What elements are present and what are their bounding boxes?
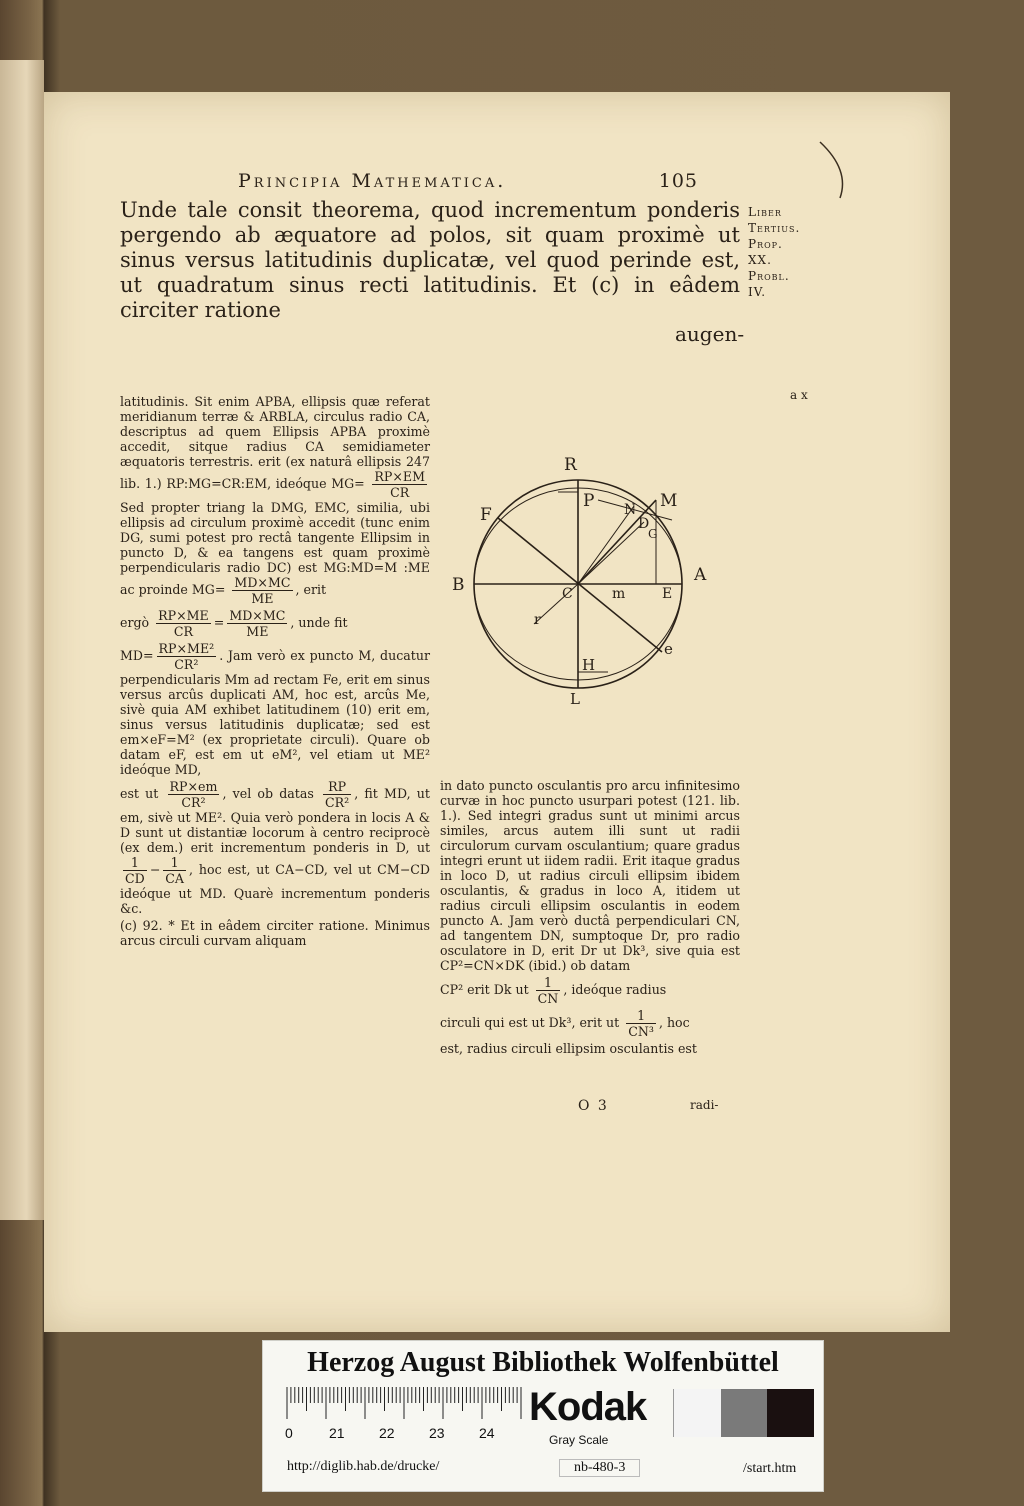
fraction-numerator: RP: [323, 779, 351, 795]
fraction-denominator: ME: [251, 591, 274, 606]
shelfmark: nb-480-3: [559, 1459, 640, 1477]
fraction-numerator: MD×MC: [234, 575, 291, 590]
figure-label: L: [570, 690, 580, 708]
commentary-text: est, radius circuli ellipsim osculantis est: [440, 1041, 697, 1056]
commentary-text: , unde fit: [290, 615, 348, 630]
fraction-numerator: RP×ME²: [158, 641, 215, 656]
ellipse-circle-figure: [448, 448, 718, 718]
footnote: (c) 92. * Et in eâdem circiter ratione. Minimus arcus circuli curvam aliquam: [120, 918, 430, 948]
ruler-label: 23: [429, 1425, 445, 1441]
main-paragraph: Unde tale consit theorema, quod incrementum ponderis pergendo ab æquatore ad polos, sit quam proximè ut sinus versus latitudinis duplicatæ, vel quod perinde est, ut quadratum sinus recti latitudinis. Et (c) in eâdem circiter ratione: [120, 198, 740, 322]
fraction-numerator: 1: [626, 1008, 656, 1024]
fraction: [123, 855, 147, 886]
commentary-text: , hoc est, ut CA−CD, vel ut CM−CD ideóque ut MD. Quarè incrementum ponderis &c.: [120, 862, 430, 916]
figure-label: B: [452, 575, 465, 595]
previous-page-edge: [0, 60, 44, 1220]
fraction-numerator: 1: [123, 855, 147, 871]
fraction-numerator: 1: [163, 855, 186, 871]
gray-swatches: [673, 1389, 814, 1437]
commentary-text: ergò: [120, 615, 150, 630]
margin-note-line: XX.: [748, 253, 772, 267]
catchword-bottom: radi-: [690, 1098, 719, 1112]
fraction-numerator: RP×EM: [374, 469, 426, 484]
fraction: [626, 1008, 656, 1039]
commentary-text: latitudinis. Sit enim APBA, ellipsis quæ referat meridianum terræ & ARBLA, circulus radio CA, descriptus ad quem Ellipsis APBA proximè accedit, sitque radius CA semidiameter æquatoris terrestris. erit (ex naturâ ellipsis 247 lib. 1.) RP:MG=CR:EM, ideóque MG=: [120, 394, 430, 491]
figure-label: C: [562, 586, 573, 602]
commentary-text: MD, ut em, sivè ut ME². Quia verò pondera in locis A & D sunt ut distantiæ locorum à centro reciprocè (ex dem.) erit incrementum ponderis in D, ut: [120, 786, 430, 855]
ruler-label: 0: [285, 1425, 293, 1441]
ruler-ticks: [285, 1385, 525, 1425]
ruler-label: 24: [479, 1425, 495, 1441]
commentary-left-column: latitudinis. Sit enim APBA, ellipsis quæ referat meridianum terræ & ARBLA, circulus radio CA, descriptus ad quem Ellipsis APBA proximè accedit, sitque radius CA semidiameter æquatoris terrestris. erit (ex naturâ ellipsis 247 lib. 1.) RP:MG=CR:EM, ideóque MG= $\frac{RP\times EM}{CR}$ Sed propter triang la DMG, EMC, similia, ubi ellipsis ad circulum proximè accedit (tunc enim DG, sumi potest pro rectâ tangente Ellipsim in puncto D, & ea tangens est quam proximè perpendicularis radio DC) est MG:MD=M :ME ac proinde MG= $\frac{MD\times MC}{ME}$ , erit ergò $\frac{RP\times ME}{CR}$ = $\frac{MD\times MC}{ME}$ , unde fit MD= $\frac{\text{RP×ME²}}{\text{CR²}}$ . Jam verò ex puncto M, ducatur perpendicularis Mm ad rectam Fe, erit em sinus versus arcûs duplicati AM, hoc est, arcûs Me, sivè quia AM exhibet latitudinem (10) erit em, sinus versus latitudinis duplicatæ; sed est em×eF=M² (ex proprietate circuli). Quare ob datam eF, est em ut eM², vel etiam ut ME² ideóque MD, est ut $\frac{RP\times em}{\text{CR²}}$ , vel ob datas $\frac{RP}{\text{CR²}}$ , fit MD, ut em, sivè ut ME². Quia verò pondera in locis A & D sunt ut distantiæ locorum à centro reciprocè (ex dem.) erit incrementum ponderis in D, ut $\frac{1}{CD}$ − $\frac{1}{CA}$ , hoc est, ut CA−CD, vel ut CM−CD ideóque ut MD. Quarè incrementum ponderis &c. (c) 92. * Et in eâdem circiter ratione. Minimus arcus circuli curvam aliquam: [120, 394, 430, 948]
card-title: Herzog August Bibliothek Wolfenbüttel: [307, 1347, 779, 1378]
running-head-title: Principia Mathematica.: [238, 170, 507, 192]
commentary-text: est ut: [120, 786, 159, 801]
margin-note-line: Prop.: [748, 237, 783, 251]
commentary-text: CP² erit Dk ut: [440, 982, 529, 997]
figure-label: E: [662, 586, 673, 602]
commentary-text: , ideóque radius: [563, 982, 667, 997]
page-curl-mark: [810, 140, 870, 200]
commentary-text: , fit: [354, 786, 378, 801]
fraction-numerator: RP×em: [169, 779, 218, 794]
commentary-text: in dato puncto osculantis pro arcu infinitesimo curvæ in hoc puncto usurpari potest (121. lib. 1.). Sed integri gradus sunt ut minimi arcus similes, arcus autem illi sunt ut radii circulorum curvam osculantium; quare gradus integri erunt ut iidem radii. Erit itaque gradus in loco D, ut radius circuli ellipsim ibidem osculantis, & gradus in loco A, itidem ut radius circuli ellipsim osculantis in eodem puncto A. Jam verò ductâ perpendiculari CN, ad tangentem DN, sumptoque Dr, pro radio osculatore in D, erit Dr ut Dk³, sive quia est CP²=CN×DK (ibid.) ob datam: [440, 778, 740, 973]
figure-label: e: [664, 640, 673, 658]
stray-mark: a x: [790, 388, 808, 402]
figure-label: r: [534, 612, 541, 628]
start-path: /start.htm: [743, 1461, 797, 1476]
fraction: [232, 575, 292, 606]
margin-note-line: Liber: [748, 205, 782, 219]
swatch-gray: [721, 1389, 768, 1437]
margin-note-line: IV.: [748, 285, 767, 299]
figure-label: G: [648, 527, 658, 541]
running-head: [238, 170, 698, 192]
kodak-logo: Kodak: [529, 1385, 647, 1429]
page-number: 105: [658, 170, 698, 192]
fraction-numerator: 1: [536, 975, 561, 991]
line-CD: [578, 522, 644, 584]
fraction-denominator: CR: [390, 485, 410, 500]
figure-label: N: [624, 502, 637, 518]
commentary-text: , vel ob datas: [222, 786, 314, 801]
commentary-text: . Jam verò ex puncto M, ducatur perpendicularis Mm ad rectam Fe, erit em sinus versus arcûs duplicati AM, hoc est, arcûs Me, sivè quia AM exhibet latitudinem (10) erit em, sinus versus latitudinis duplicatæ; sed est em×eF=M² (ex proprietate circuli). Quare ob datam eF, est em ut eM², vel etiam ut ME² ideóque MD,: [120, 648, 430, 777]
ruler-label: 22: [379, 1425, 395, 1441]
figure-label: D: [638, 516, 650, 532]
margin-note: [748, 204, 818, 300]
figure-label: A: [694, 565, 707, 585]
fraction: [372, 469, 427, 500]
figure-label: R: [564, 455, 577, 475]
ruler-label: 21: [329, 1425, 345, 1441]
figure-svg: [448, 448, 718, 718]
commentary-text: , hoc: [658, 1015, 690, 1030]
fraction: [157, 641, 217, 672]
commentary-right-column: [440, 778, 740, 1058]
line-Fe: [498, 518, 662, 652]
figure-label: H: [582, 656, 596, 674]
commentary-text: Sed propter triang la DMG, EMC, similia, ubi ellipsis ad circulum proximè accedit (tunc enim DG, sumi potest pro rectâ tangente Ellipsim in puncto D, & ea tangens est quam proximè perpendicularis radio DC) est MG:MD=M :ME ac proinde MG=: [120, 500, 430, 597]
fraction-denominator: CA: [165, 871, 185, 886]
fraction: [227, 608, 287, 639]
margin-note-line: Tertius.: [748, 221, 801, 235]
fraction-denominator: CR: [173, 624, 193, 639]
fraction-denominator: CN³: [628, 1024, 654, 1039]
fraction: [536, 975, 561, 1006]
figure-label: m: [612, 586, 626, 602]
library-color-card: [262, 1340, 824, 1492]
fraction-denominator: CN: [537, 991, 559, 1006]
commentary-text: MD=: [120, 648, 154, 663]
swatch-black: [767, 1389, 814, 1437]
fraction-denominator: CD: [125, 871, 145, 886]
fraction-numerator: MD×MC: [229, 608, 286, 623]
fraction: [168, 779, 220, 810]
fraction-denominator: CR²: [181, 795, 206, 810]
commentary-text: circuli qui est ut Dk³, erit ut: [440, 1015, 620, 1030]
fraction-denominator: CR²: [174, 657, 199, 672]
fraction-numerator: RP×ME: [158, 608, 209, 623]
fraction: [156, 608, 211, 639]
ruler: [285, 1385, 525, 1441]
fraction: [323, 779, 351, 810]
figure-label: P: [583, 491, 595, 511]
figure-label: F: [480, 505, 492, 525]
fraction-denominator: ME: [246, 624, 269, 639]
margin-note-line: Probl.: [748, 269, 790, 283]
fraction: [163, 855, 186, 886]
library-url: http://diglib.hab.de/drucke/: [287, 1459, 440, 1474]
swatch-white: [674, 1389, 721, 1437]
signature-mark: O 3: [578, 1098, 609, 1114]
grayscale-label: Gray Scale: [549, 1433, 609, 1447]
commentary-text: , erit: [295, 582, 327, 597]
catchword: augen-: [675, 322, 745, 346]
figure-label: M: [660, 491, 678, 511]
fraction-denominator: CR²: [325, 795, 350, 810]
